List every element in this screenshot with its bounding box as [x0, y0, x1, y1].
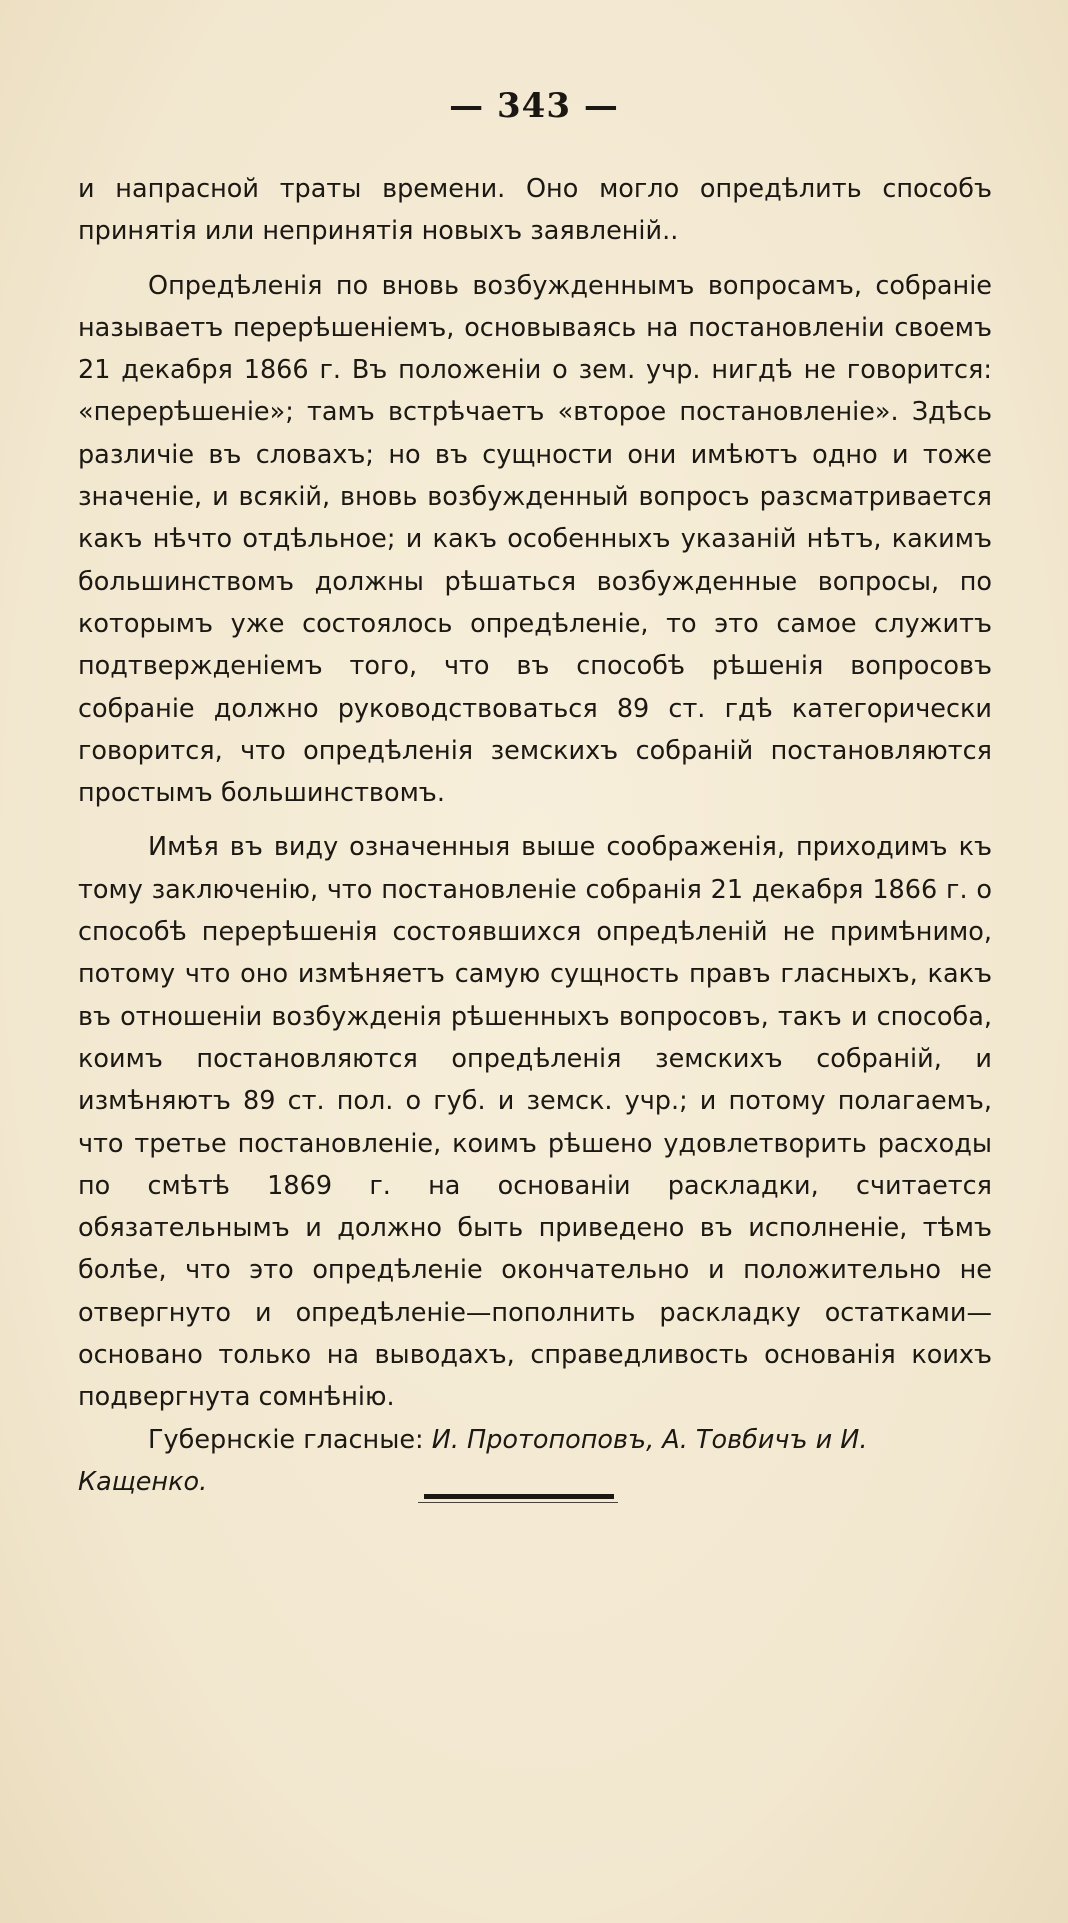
- signature: [78, 1419, 992, 1504]
- paragraph-3: Имѣя въ виду означенныя выше соображенія, приходимъ къ тому заключенію, что постановленіе собранія 21 декабря 1866 г. о способѣ перерѣшенія состоявшихся опредѣленій не примѣнимо, потому что оно измѣняетъ самую сущность правъ гласныхъ, какъ въ отношеніи возбужденія рѣшенныхъ вопросовъ, такъ и способа, коимъ постановляются опредѣленія земскихъ собраній, и измѣняютъ 89 ст. пол. о губ. и земск. учр.; и потому полагаемъ, что третье постановленіе, коимъ рѣшено удовлетворить расходы по смѣтѣ 1869 г. на основаніи раскладки, считается обязательнымъ и должно быть приведено въ исполненіе, тѣмъ болѣе, что это опредѣленіе окончательно и положительно не отвергнуто и опредѣленіе—пополнить раскладку остатками—основано только на выводахъ, справедливость основанія коихъ подвергнута сомнѣнію.: [78, 832, 992, 1413]
- paragraph-1: и напрасной траты времени. Оно могло опредѣлить способъ принятія или непринятія новыхъ заявленій..: [78, 174, 992, 247]
- end-rule-thin: [418, 1502, 618, 1503]
- body-text: [78, 168, 992, 1503]
- paragraph-2: Опредѣленія по вновь возбужденнымъ вопросамъ, собраніе называетъ перерѣшеніемъ, основываясь на постановленіи своемъ 21 декабря 1866 г. Въ положеніи о зем. учр. нигдѣ не говорится: «перерѣшеніе»; тамъ встрѣчаетъ «второе постановленіе». Здѣсь различіе въ словахъ; но въ сущности они имѣютъ одно и тоже значеніе, и всякій, вновь возбужденный вопросъ разсматривается какъ нѣчто отдѣльное; и какъ особенныхъ указаній нѣтъ, какимъ большинствомъ должны рѣшаться возбужденные вопросы, по которымъ уже состоялось опредѣленіе, то это самое служитъ подтвержденіемъ того, что въ способѣ рѣшенія вопросовъ собраніе должно руководствоваться 89 ст. гдѣ категорически говорится, что опредѣленія земскихъ собраній постановляются простымъ большинствомъ.: [78, 270, 992, 809]
- end-rule: [424, 1494, 614, 1499]
- page-number: — 343 —: [449, 86, 619, 126]
- signature-label: Губернскіе гласные:: [148, 1424, 424, 1455]
- signature-names: И. Протопоповъ, А. Товбичъ и И. Кащенко.: [78, 1424, 868, 1497]
